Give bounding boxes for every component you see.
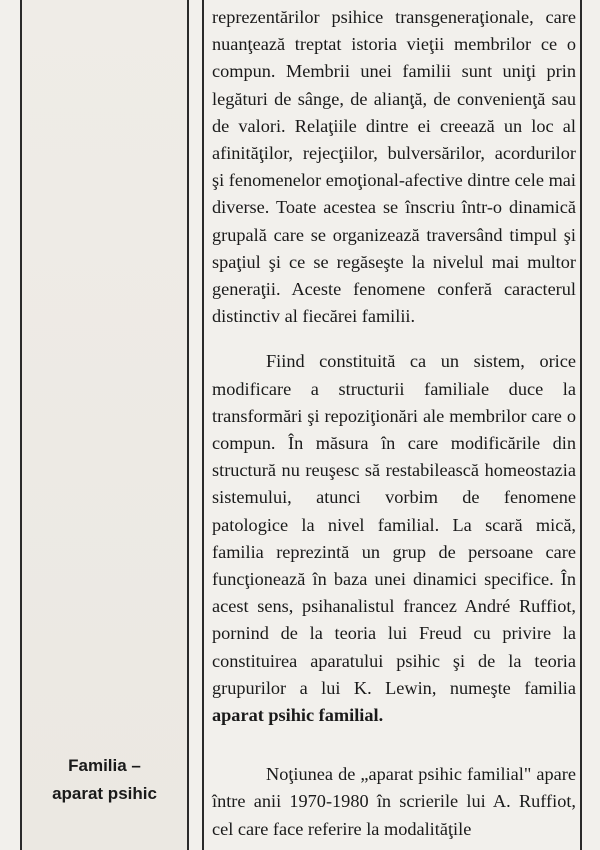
table-border-inner-1 xyxy=(187,0,189,850)
section-heading xyxy=(22,752,187,808)
layout-table xyxy=(20,0,582,850)
paragraph-1: reprezentărilor psihice transgeneraţionale, care nuanţează treptat istoria vieţii membrilor ce o compun. Membrii unei familii sunt uniţi prin legături de sânge, de alianţă, de convenienţă sau de valori. Relaţiile dintre ei creează un loc al afinităţilor, rejecţiilor, bulversărilor, acordurilor şi fenomenelor emoţional-afective dintre cele mai diverse. Toate acestea se înscriu într-o dinamică grupală care se organizează traversând timpul şi spaţiul şi ce se regăseşte la nivelul mai multor generaţii. Aceste fenomene conferă caracterul distinctiv al fiecărei familii. xyxy=(212,7,576,327)
section-heading-line-2: aparat psihic xyxy=(52,784,157,803)
table-border-left xyxy=(20,0,22,850)
table-border-right xyxy=(580,0,582,850)
paragraph-3: Noţiunea de „aparat psihic familial" apare între anii 1970-1980 în scrierile lui A. Ruffiot, cel care face referire la modalităţile xyxy=(212,764,576,839)
table-border-inner-2 xyxy=(202,0,204,850)
margin-column xyxy=(22,0,187,850)
section-heading-line-1: Familia – xyxy=(68,756,141,775)
body-text xyxy=(212,4,576,843)
key-term: aparat psihic familial. xyxy=(212,705,384,726)
paragraph-2 xyxy=(212,348,576,729)
paragraph-2-text: Fiind constituită ca un sistem, orice modificare a structurii familiale duce la transformări şi repoziţionări ale membrilor care o compun. În măsura în care modificările din structură nu reuşesc să restabilească homeostazia sistemului, atunci vorbim de fenomene patologice la nivel familial. La scară mică, familia reprezintă un grup de persoane care funcţionează în baza unei dinamici specifice. În acest sens, psihanalistul francez André Ruffiot, pornind de la teoria lui Freud cu privire la constituirea aparatului psihic şi de la teoria grupurilor a lui K. Lewin, numeşte familia xyxy=(212,351,576,698)
